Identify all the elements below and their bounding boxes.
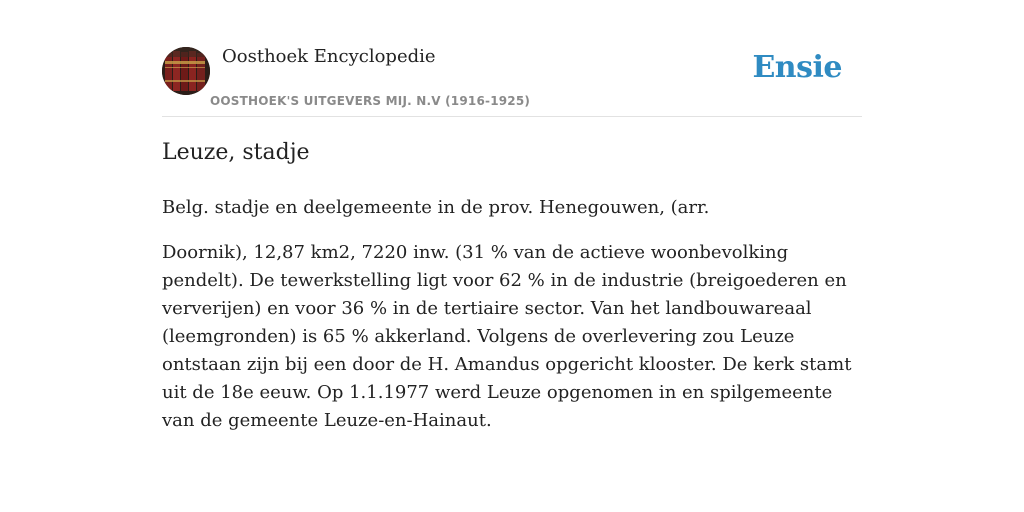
brand-logo[interactable]: Ensie [752, 50, 842, 85]
entry-paragraph-1: Belg. stadje en deelgemeente in de prov. Henegouwen, (arr. [162, 197, 710, 218]
page-container [162, 0, 862, 431]
book-spines-icon[interactable] [162, 47, 210, 95]
publisher-subtitle: OOSTHOEK'S UITGEVERS MIJ. N.V (1916-1925) [210, 94, 531, 108]
entry-title: Leuze, stadje [162, 140, 310, 165]
book-title[interactable]: Oosthoek Encyclopedie [222, 46, 436, 67]
header [162, 0, 862, 117]
entry-paragraph-2: Doornik), 12,87 km2, 7220 inw. (31 % van de actieve woonbevolking pendelt). De tewerkstelling ligt voor 62 % in de industrie (breigoederen en ververijen) en voor 36 % in de tertiaire sector. Van het landbouwareaal (leemgronden) is 65 % akkerland. Volgens de overlevering zou Leuze ontstaan zijn bij een door de H. Amandus opgericht klooster. De kerk stamt uit de 18e eeuw. Op 1.1.1977 werd Leuze opgenomen in en spilgemeente van de gemeente Leuze-en-Hainaut. [162, 242, 852, 431]
